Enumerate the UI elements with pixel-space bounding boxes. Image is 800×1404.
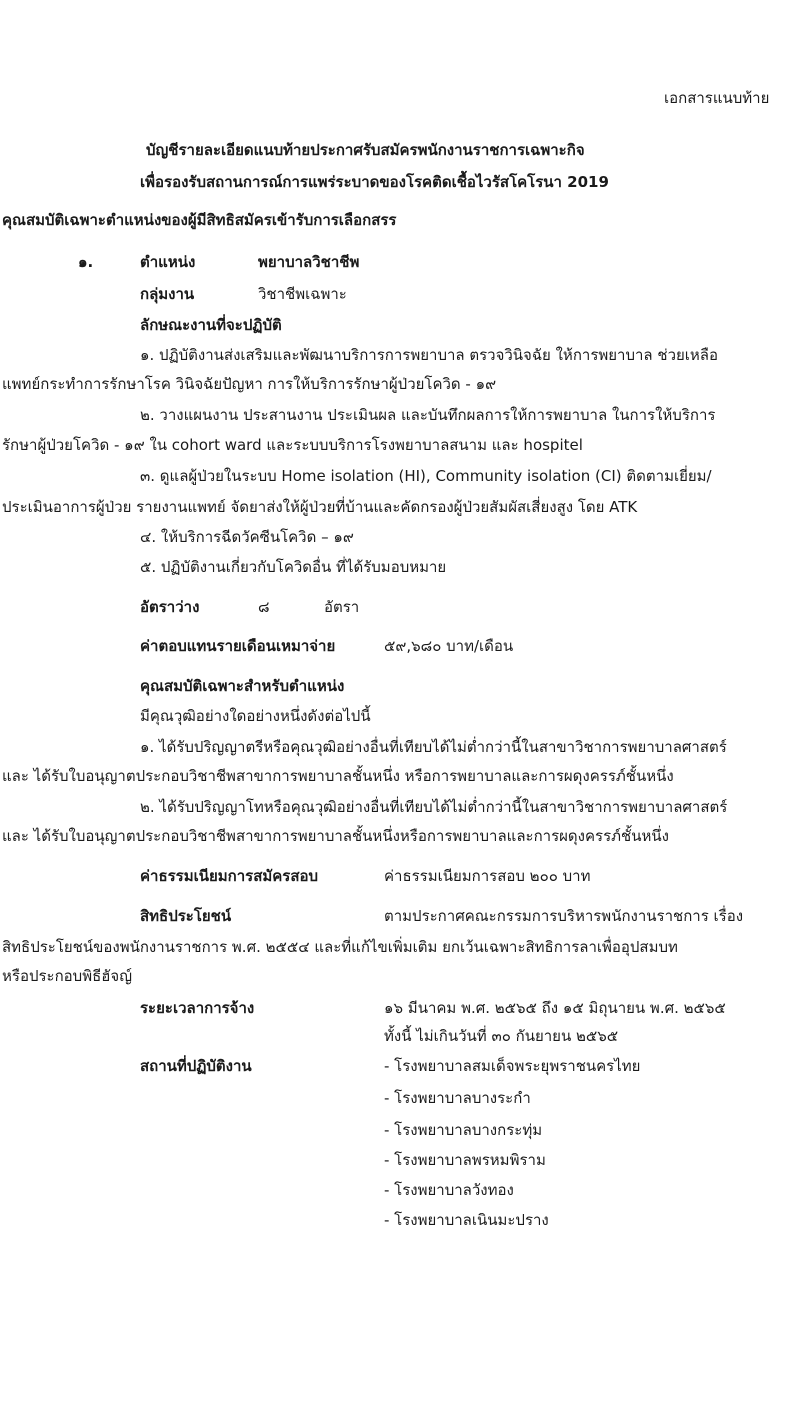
- workplace-item: - โรงพยาบาลบางกระทุ่ม: [384, 1121, 543, 1139]
- duty-item-1: ๑. ปฏิบัติงานส่งเสริมและพัฒนาบริการการพยาบาล ตรวจวินิจฉัย ให้การพยาบาล ช่วยเหลือ: [140, 346, 718, 364]
- employment-period-label: ระยะเวลาการจ้าง: [140, 999, 255, 1017]
- benefits-line-2: สิทธิประโยชน์ของพนักงานราชการ พ.ศ. ๒๕๕๔ และที่แก้ไขเพิ่มเติม ยกเว้นเฉพาะสิทธิการลาเพื่ออุปสมบท: [2, 938, 678, 956]
- salary-label: ค่าตอบแทนรายเดือนเหมาจ่าย: [140, 637, 336, 655]
- vacancy-unit: อัตรา: [324, 598, 360, 616]
- group-value: วิชาชีพเฉพาะ: [258, 285, 347, 303]
- salary-value: ๕๙,๖๘๐ บาท/เดือน: [384, 637, 514, 655]
- duty-item-5: ๕. ปฏิบัติงานเกี่ยวกับโควิดอื่น ที่ได้รับมอบหมาย: [140, 558, 447, 576]
- workplace-item: - โรงพยาบาลเนินมะปราง: [384, 1211, 549, 1229]
- qualification-item-1: ๑. ได้รับปริญญาตรีหรือคุณวุฒิอย่างอื่นที่เทียบได้ไม่ต่ำกว่านี้ในสาขาวิชาการพยาบาลศาสตร์: [140, 738, 727, 756]
- benefits-label: สิทธิประโยชน์: [140, 907, 232, 925]
- duties-heading: ลักษณะงานที่จะปฏิบัติ: [140, 316, 282, 334]
- duty-item-2: ๒. วางแผนงาน ประสานงาน ประเมินผล และบันทึกผลการให้การพยาบาล ในการให้บริการ: [140, 406, 716, 424]
- duty-item-2-cont: รักษาผู้ป่วยโควิด - ๑๙ ใน cohort ward และระบบบริการโรงพยาบาลสนาม และ hospitel: [2, 436, 583, 454]
- vacancy-count: ๘: [258, 598, 270, 616]
- workplace-item: - โรงพยาบาลวังทอง: [384, 1181, 514, 1199]
- qualifications-heading: คุณสมบัติเฉพาะสำหรับตำแหน่ง: [140, 677, 345, 695]
- duty-item-3-cont: ประเมินอาการผู้ป่วย รายงานแพทย์ จัดยาส่งให้ผู้ป่วยที่บ้านและคัดกรองผู้ป่วยสัมผัสเสี่ยงสูง โดย ATK: [2, 498, 638, 516]
- position-label: ตำแหน่ง: [140, 253, 196, 271]
- workplace-item: - โรงพยาบาลบางระกำ: [384, 1089, 531, 1107]
- qualification-item-1-cont: และ ได้รับใบอนุญาตประกอบวิชาชีพสาขาการพยาบาลชั้นหนึ่ง หรือการพยาบาลและการผดุงครรภ์ชั้นหนึ่ง: [2, 767, 674, 785]
- benefits-line-3: หรือประกอบพิธีฮัจญ์: [2, 967, 132, 985]
- duty-item-3: ๓. ดูแลผู้ป่วยในระบบ Home isolation (HI), Community isolation (CI) ติดตามเยี่ยม/: [140, 467, 712, 485]
- position-value: พยาบาลวิชาชีพ: [258, 253, 360, 271]
- section-heading: คุณสมบัติเฉพาะตำแหน่งของผู้มีสิทธิสมัครเข้ารับการเลือกสรร: [2, 211, 397, 229]
- workplace-item: - โรงพยาบาลสมเด็จพระยุพราชนครไทย: [384, 1057, 641, 1075]
- qualification-item-2-cont: และ ได้รับใบอนุญาตประกอบวิชาชีพสาขาการพยาบาลชั้นหนึ่งหรือการพยาบาลและการผดุงครรภ์ชั้นหนึ่ง: [2, 827, 669, 845]
- document-title-line-1: บัญชีรายละเอียดแนบท้ายประกาศรับสมัครพนักงานราชการเฉพาะกิจ: [146, 141, 585, 159]
- workplace-item: - โรงพยาบาลพรหมพิราม: [384, 1151, 546, 1169]
- fee-label: ค่าธรรมเนียมการสมัครสอบ: [140, 867, 319, 885]
- duty-item-4: ๔. ให้บริการฉีดวัคซีนโควิด – ๑๙: [140, 528, 354, 546]
- duty-item-1-cont: แพทย์กระทำการรักษาโรค วินิจฉัยปัญหา การให้บริการรักษาผู้ป่วยโควิด - ๑๙: [2, 375, 497, 393]
- employment-period-line-2: ทั้งนี้ ไม่เกินวันที่ ๓๐ กันยายน ๒๕๖๕: [384, 1027, 619, 1045]
- fee-value: ค่าธรรมเนียมการสอบ ๒๐๐ บาท: [384, 867, 591, 885]
- position-number: ๑.: [78, 253, 94, 271]
- document-title-line-2: เพื่อรองรับสถานการณ์การแพร่ระบาดของโรคติดเชื้อไวรัสโคโรนา 2019: [140, 173, 609, 191]
- qualification-item-2: ๒. ได้รับปริญญาโทหรือคุณวุฒิอย่างอื่นที่เทียบได้ไม่ต่ำกว่านี้ในสาขาวิชาการพยาบาลศาสตร์: [140, 798, 728, 816]
- qualifications-intro: มีคุณวุฒิอย่างใดอย่างหนึ่งดังต่อไปนี้: [140, 707, 371, 725]
- group-label: กลุ่มงาน: [140, 285, 195, 303]
- workplaces-label: สถานที่ปฏิบัติงาน: [140, 1057, 252, 1075]
- vacancy-label: อัตราว่าง: [140, 598, 200, 616]
- employment-period-line-1: ๑๖ มีนาคม พ.ศ. ๒๕๖๕ ถึง ๑๕ มิถุนายน พ.ศ. ๒๕๖๕: [384, 999, 726, 1017]
- annex-label: เอกสารแนบท้าย: [664, 89, 770, 107]
- benefits-line-1: ตามประกาศคณะกรรมการบริหารพนักงานราชการ เรื่อง: [384, 907, 744, 925]
